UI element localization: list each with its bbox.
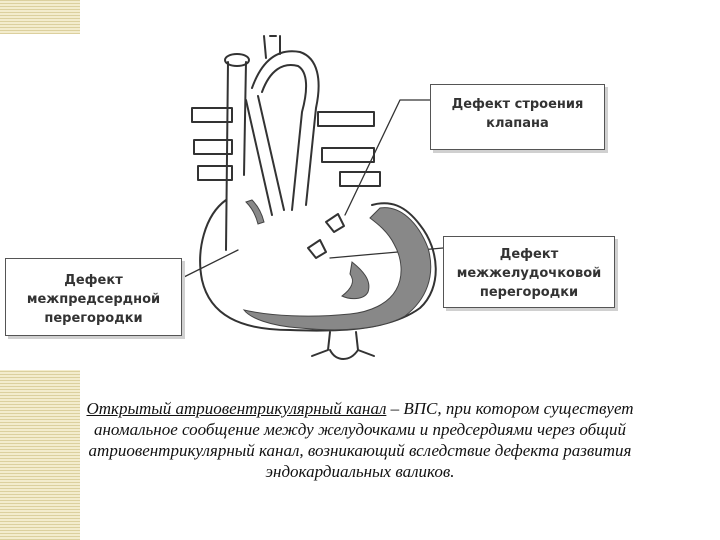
vena-cava-opening — [225, 54, 249, 66]
aortic-arch-inner — [262, 65, 306, 210]
callout-valve-defect: Дефект строения клапана — [430, 84, 605, 150]
caption — [60, 398, 660, 482]
caption-definition: ВПС, при котором существует аномальное сообщение между желудочками и предсердиями через общий атриовентрикулярный канал, возникающий вследствие дефекта развития эндокардиальных валиков. — [88, 399, 634, 481]
superior-vena-cava — [226, 62, 246, 250]
callout-atrial-septal-defect: Дефект межпредсердной перегородки — [5, 258, 182, 336]
leader-line-asd — [182, 250, 238, 278]
callout-ventricular-septal-defect: Дефект межжелудочковой перегородки — [443, 236, 615, 308]
valve-leaflet-1 — [326, 214, 344, 232]
ventricular-septum — [342, 262, 369, 299]
pulmonary-vein-right-2 — [322, 148, 374, 162]
caption-dash: – — [386, 399, 404, 418]
inferior-vena-cava — [312, 332, 374, 359]
valve-leaflet-2 — [308, 240, 326, 258]
aortic-arch — [252, 51, 319, 205]
pulmonary-artery-left-1 — [192, 108, 232, 122]
ventricular-myocardium — [244, 208, 431, 330]
caption-term: Открытый атриовентрикулярный канал — [86, 399, 387, 418]
leader-line-valve — [345, 100, 430, 215]
pulmonary-trunk — [246, 96, 284, 215]
pulmonary-vein-right-1 — [318, 112, 374, 126]
atrial-wall — [246, 200, 264, 224]
